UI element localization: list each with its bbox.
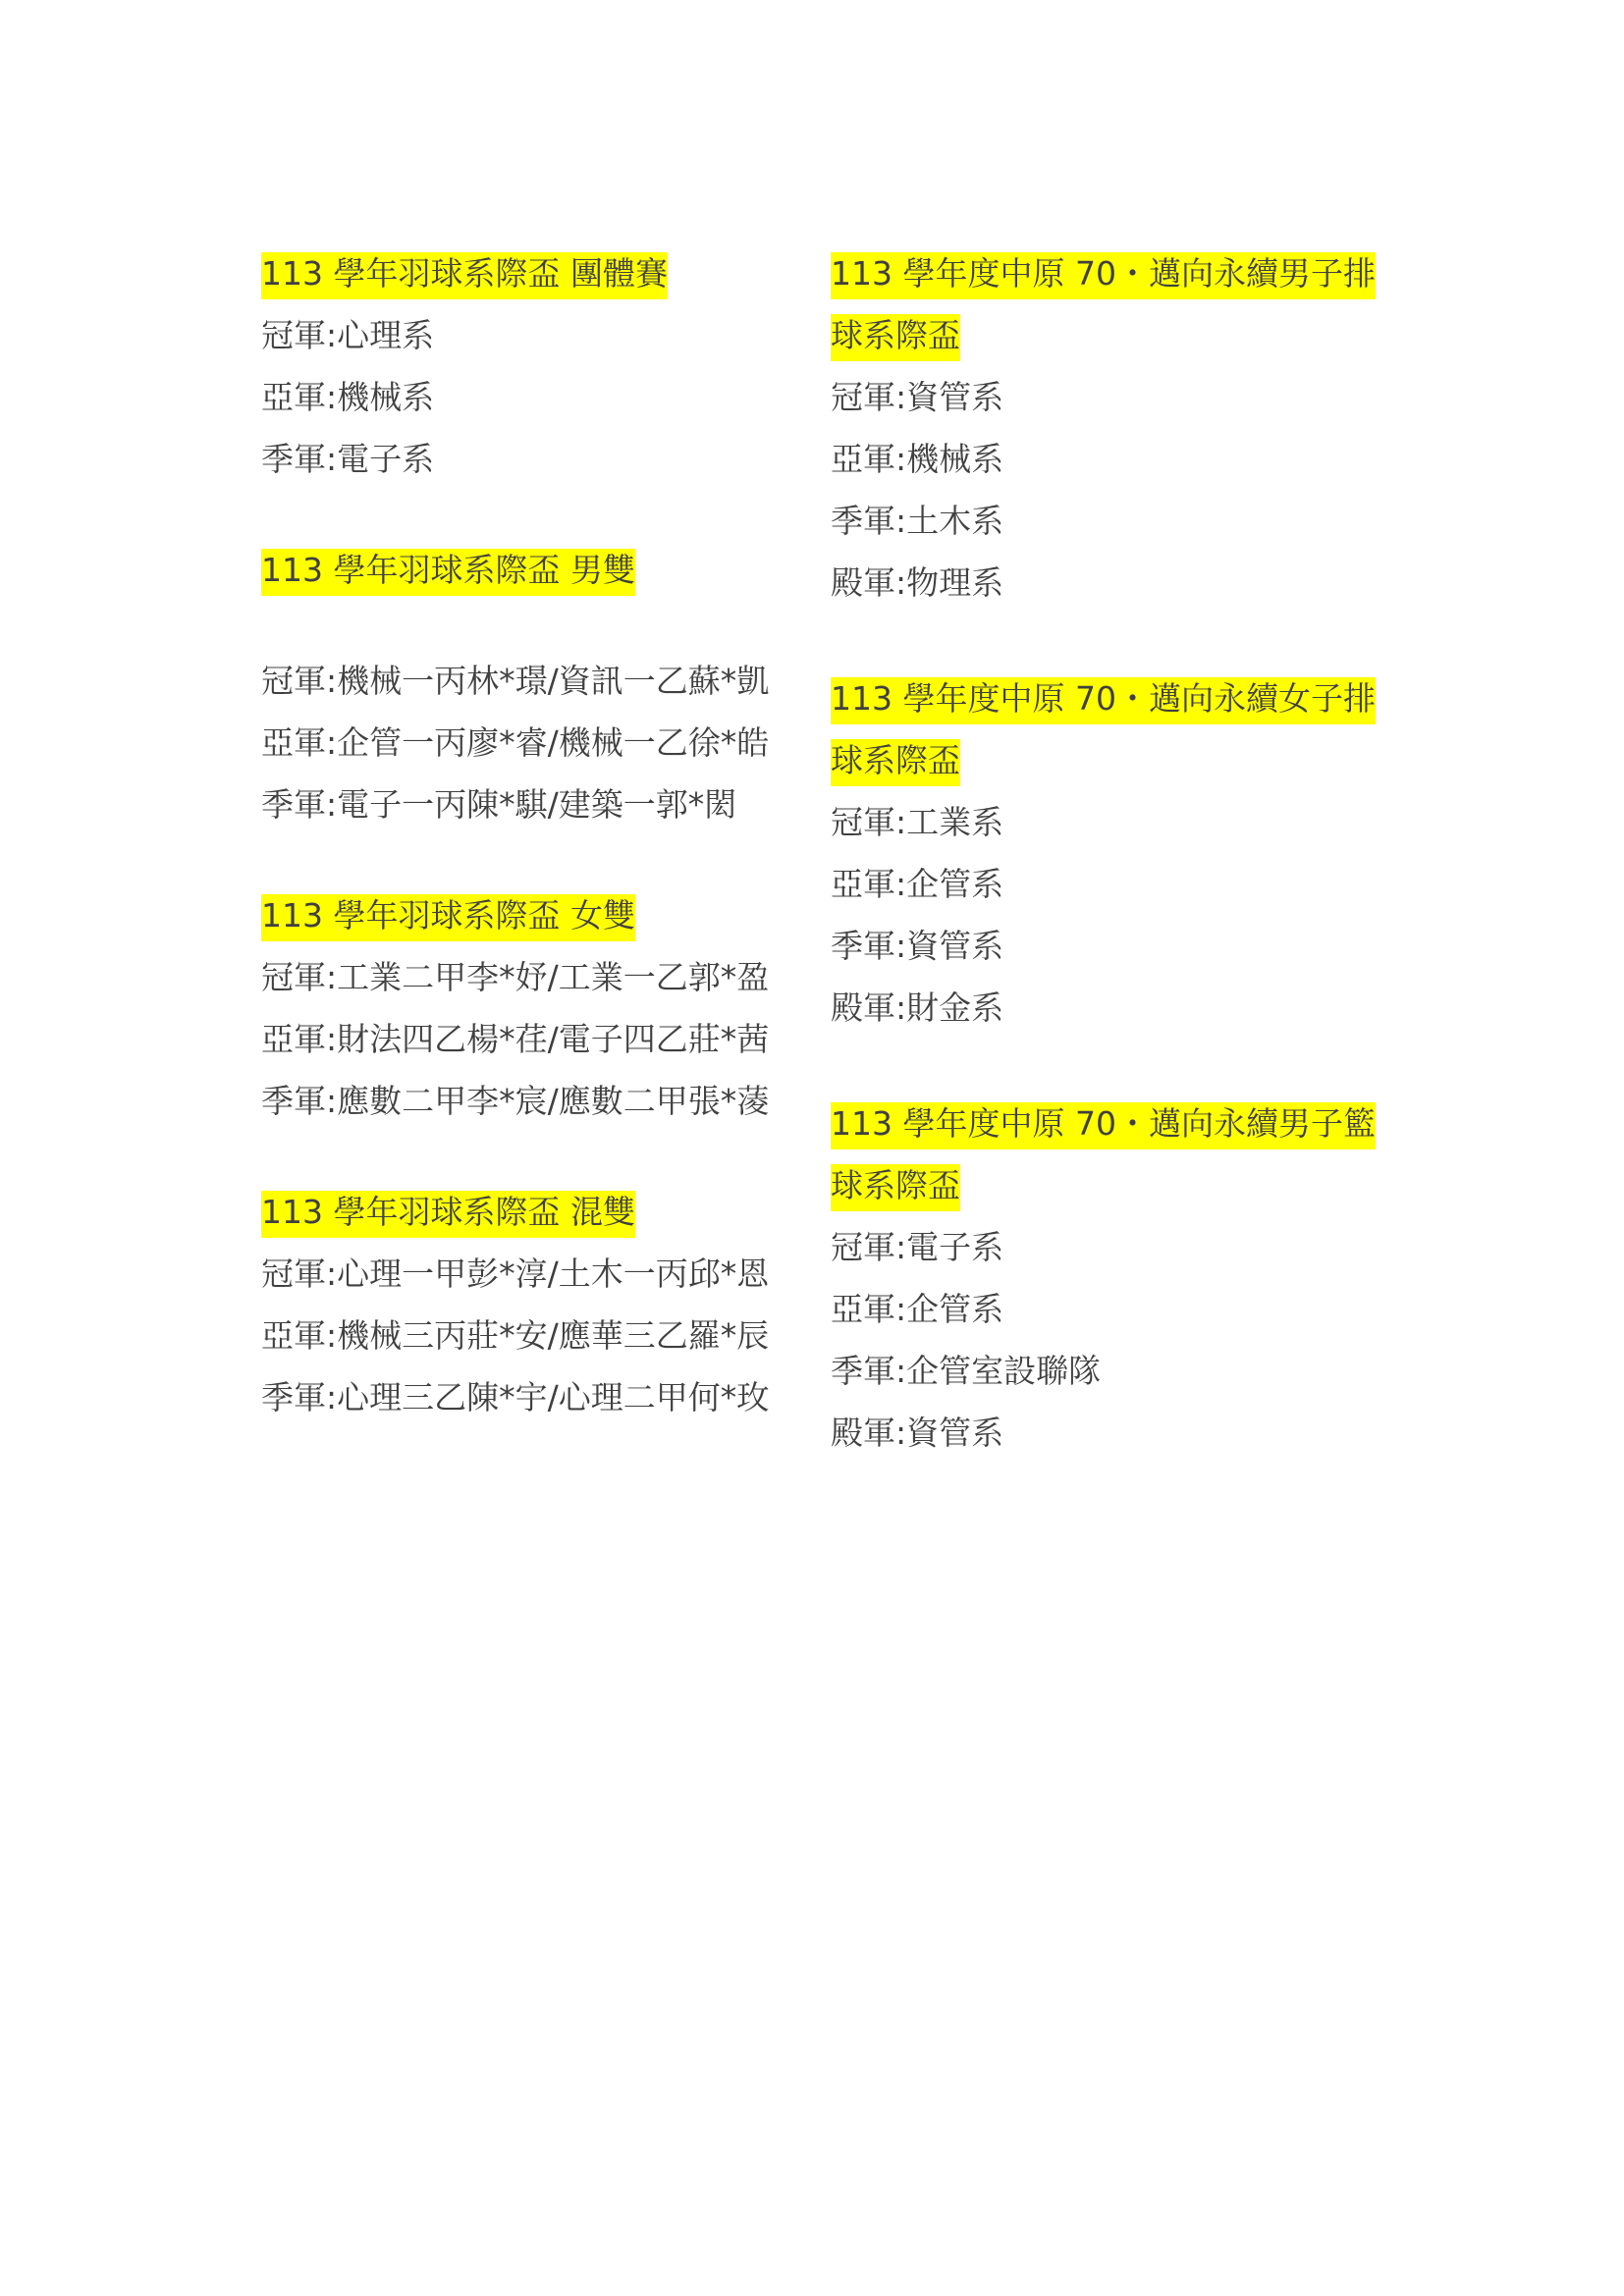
section-title: 113 學年羽球系際盃 混雙: [261, 1181, 791, 1243]
mens-volleyball-section: [831, 242, 1380, 614]
section-title-line1: 113 學年度中原 70・邁向永續男子籃: [831, 1093, 1380, 1154]
right-column: [831, 242, 1380, 1464]
result-third: 季軍:電子一丙陳*騏/建築一郭*閎: [261, 785, 737, 824]
section-title: 113 學年羽球系際盃 團體賽: [261, 242, 791, 304]
section-title-line2: 球系際盃: [831, 304, 1380, 366]
result-champion: 冠軍:心理一甲彭*淳/土木一丙邱*恩: [261, 1255, 770, 1293]
result-runner-up: 亞軍:企管系: [831, 865, 1004, 903]
mens-doubles-section: [261, 539, 791, 835]
result-champion: 冠軍:工業二甲李*妤/工業一乙郭*盈: [261, 958, 770, 996]
result-third: 季軍:資管系: [831, 927, 1004, 965]
section-title-line2: 球系際盃: [831, 1154, 1380, 1216]
team-event-section: [261, 242, 791, 490]
result-champion: 冠軍:心理系: [261, 316, 435, 354]
womens-doubles-section: [261, 884, 791, 1132]
result-champion: 冠軍:資管系: [831, 378, 1004, 416]
result-fourth: 殿軍:資管系: [831, 1414, 1004, 1452]
section-title: 113 學年羽球系際盃 女雙: [261, 884, 791, 946]
result-third: 季軍:土木系: [831, 502, 1004, 540]
result-champion: 冠軍:機械一丙林*璟/資訊一乙蘇*凱: [261, 662, 770, 700]
result-runner-up: 亞軍:財法四乙楊*荏/電子四乙莊*茜: [261, 1020, 770, 1058]
section-title-line1: 113 學年度中原 70・邁向永續女子排: [831, 667, 1380, 729]
result-runner-up: 亞軍:企管系: [831, 1290, 1004, 1328]
result-fourth: 殿軍:物理系: [831, 563, 1004, 602]
result-runner-up: 亞軍:企管一丙廖*睿/機械一乙徐*皓: [261, 723, 770, 762]
section-title-line1: 113 學年度中原 70・邁向永續男子排: [831, 242, 1380, 304]
result-runner-up: 亞軍:機械系: [261, 378, 435, 416]
result-third: 季軍:企管室設聯隊: [831, 1352, 1102, 1390]
result-fourth: 殿軍:財金系: [831, 988, 1004, 1027]
result-champion: 冠軍:工業系: [831, 803, 1004, 841]
result-third: 季軍:應數二甲李*宸/應數二甲張*蓤: [261, 1082, 770, 1120]
result-third: 季軍:電子系: [261, 440, 435, 478]
result-champion: 冠軍:電子系: [831, 1228, 1004, 1266]
section-title: 113 學年羽球系際盃 男雙: [261, 539, 791, 601]
result-runner-up: 亞軍:機械三丙莊*安/應華三乙羅*辰: [261, 1316, 770, 1355]
mens-basketball-section: [831, 1093, 1380, 1464]
left-column: [261, 242, 791, 1428]
section-title-line2: 球系際盃: [831, 729, 1380, 791]
mixed-doubles-section: [261, 1181, 791, 1428]
result-runner-up: 亞軍:機械系: [831, 440, 1004, 478]
womens-volleyball-section: [831, 667, 1380, 1039]
result-third: 季軍:心理三乙陳*宇/心理二甲何*玫: [261, 1378, 770, 1416]
